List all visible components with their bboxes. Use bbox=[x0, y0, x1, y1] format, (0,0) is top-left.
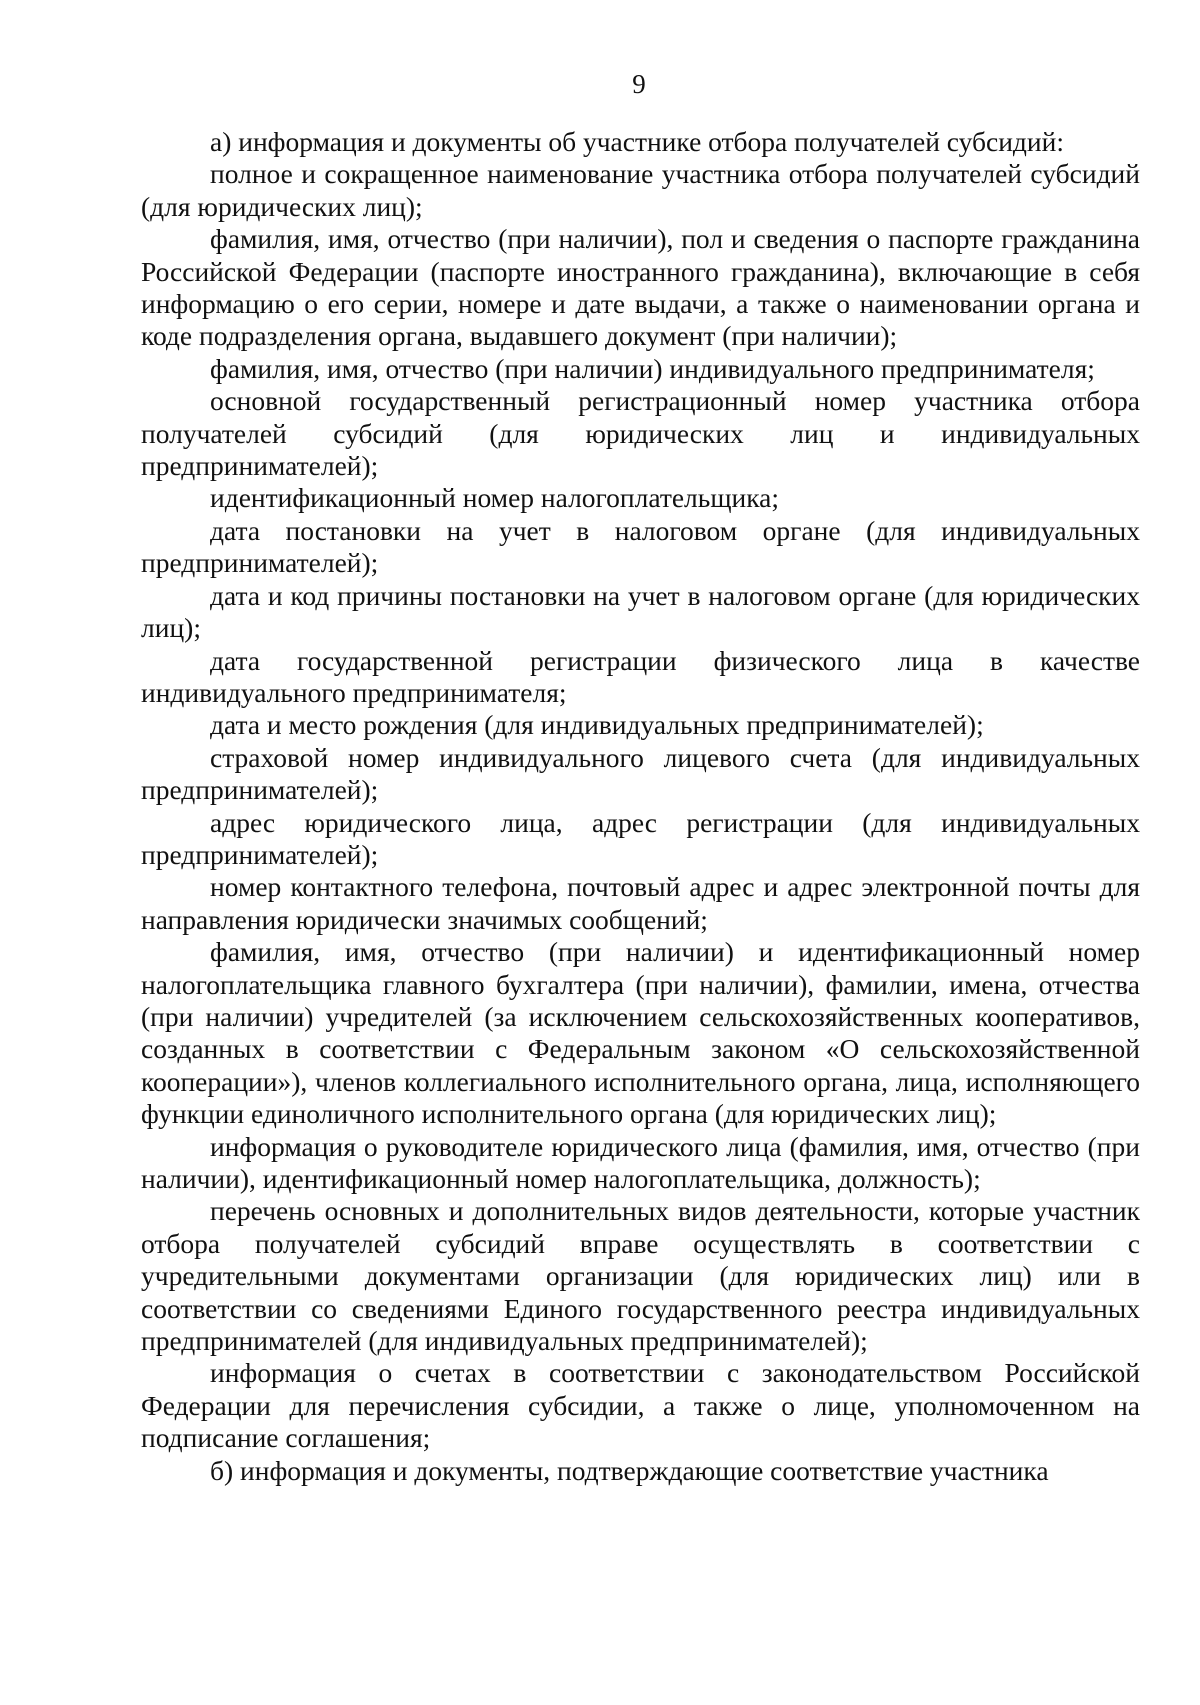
paragraph-accountant-founders: фамилия, имя, отчество (при наличии) и идентификационный номер налогоплательщика главного бухгалтера (при наличии), фамилии, имена, отчества (при наличии) учредителей (за исключением сельскохозяйственных кооперативов, созданных в соответствии с Федеральным законом «О сельскохозяйственной кооперации»), членов коллегиального исполнительного органа, лица, исполняющего функции единоличного исполнительного органа (для юридических лиц); bbox=[141, 936, 1140, 1130]
paragraph-contacts: номер контактного телефона, почтовый адрес и адрес электронной почты для направления юридически значимых сообщений; bbox=[141, 871, 1140, 935]
paragraph-entrepreneur-name: фамилия, имя, отчество (при наличии) индивидуального предпринимателя; bbox=[210, 352, 1095, 384]
paragraph-kpp: дата и код причины постановки на учет в налоговом органе (для юридических лиц); bbox=[141, 579, 1140, 644]
page-number: 9 bbox=[632, 69, 646, 99]
paragraph-passport-data: фамилия, имя, отчество (при наличии), пол и сведения о паспорте гражданина Российской Федерации (паспорте иностранного гражданина), включающие в себя информацию о его серии, номере и дате выдачи, а также о наименовании органа и коде подразделения органа, выдавшего документ (при наличии); bbox=[141, 223, 1140, 352]
paragraph-birth-data: дата и место рождения (для индивидуальных предпринимателей); bbox=[210, 709, 984, 741]
paragraph-full-short-name: полное и сокращенное наименование участника отбора получателей субсидий (для юридических лиц); bbox=[141, 158, 1140, 222]
paragraph-item-b: б) информация и документы, подтверждающие соответствие участника bbox=[210, 1454, 1049, 1486]
paragraph-inn: идентификационный номер налогоплательщика; bbox=[210, 482, 780, 514]
paragraph-head-info: информация о руководителе юридического лица (фамилия, имя, отчество (при наличии), идентификационный номер налогоплательщика, должность); bbox=[141, 1130, 1140, 1194]
paragraph-item-a: а) информация и документы об участнике отбора получателей субсидий: bbox=[210, 126, 1064, 157]
paragraph-accounts-info: информация о счетах в соответствии с законодательством Российской Федерации для перечисления субсидии, а также о лице, уполномоченном на подписание соглашения; bbox=[141, 1357, 1140, 1454]
paragraph-activity-list: перечень основных и дополнительных видов деятельности, которые участник отбора получателей субсидий вправе осуществлять в соответствии с учредительными документами организации (для юридических лиц) или в соответствии со сведениями Единого государственного реестра индивидуальных предпринимателей (для индивидуальных предпринимателей); bbox=[141, 1195, 1140, 1357]
document-body bbox=[141, 126, 1140, 1487]
paragraph-address: адрес юридического лица, адрес регистрации (для индивидуальных предпринимателей); bbox=[141, 806, 1140, 870]
paragraph-tax-registration-date: дата постановки на учет в налоговом органе (для индивидуальных предпринимателей); bbox=[141, 514, 1140, 579]
paragraph-state-registration-date: дата государственной регистрации физического лица в качестве индивидуального предпринимателя; bbox=[141, 644, 1140, 708]
paragraph-snils: страховой номер индивидуального лицевого счета (для индивидуальных предпринимателей); bbox=[141, 741, 1140, 806]
paragraph-ogrn: основной государственный регистрационный номер участника отбора получателей субсидий (для юридических лиц и индивидуальных предпринимателей); bbox=[141, 385, 1140, 482]
